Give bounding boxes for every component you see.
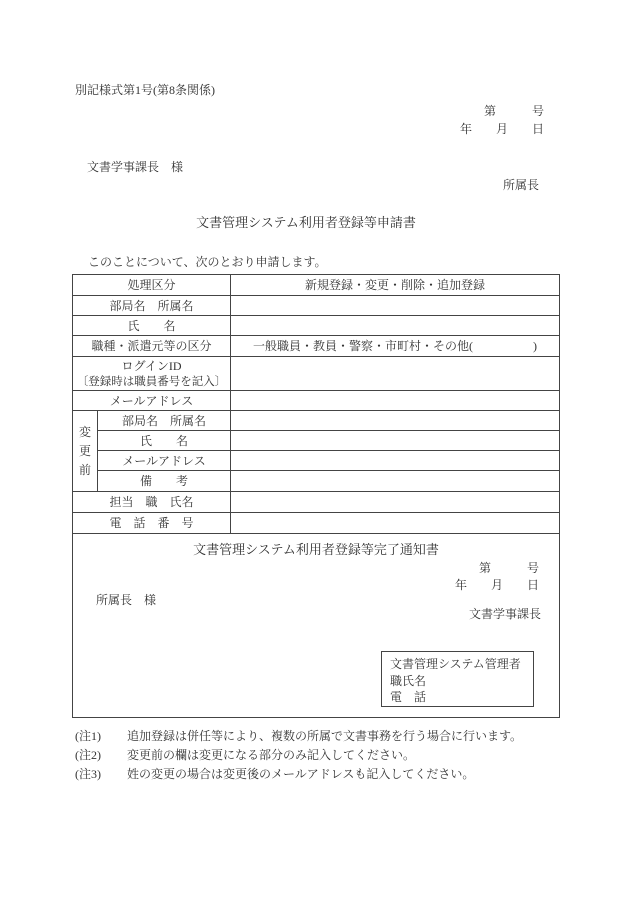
notification-section: [73, 534, 560, 718]
notes-section: [75, 729, 522, 786]
department-value: [231, 296, 560, 316]
email-label: メールアドレス: [73, 391, 231, 411]
before-department-label: 部局名 所属名: [98, 411, 231, 431]
note-label: (注3): [75, 767, 101, 781]
before-name-value: [231, 431, 560, 451]
row-remarks: [73, 471, 560, 492]
document-number-line: 第 号: [483, 104, 544, 118]
notification-sender: 文書学事課長: [469, 607, 542, 621]
phone-number-value: [231, 513, 560, 534]
form-title: 文書管理システム利用者登録等申請書: [196, 215, 416, 230]
job-category-value: 一般職員・教員・警察・市町村・その他( ): [231, 336, 560, 357]
note-text: 姓の変更の場合は変更後のメールアドレスも記入してください。: [127, 767, 475, 781]
note-label: (注1): [75, 729, 101, 743]
row-processing-category: [73, 275, 560, 296]
before-name-label: 氏 名: [98, 431, 231, 451]
processing-category-value: 新規登録・変更・削除・追加登録: [231, 275, 560, 296]
staff-name-label: 担当 職 氏名: [73, 492, 231, 513]
row-before-name: [73, 431, 560, 451]
name-value: [231, 316, 560, 336]
admin-box-phone-line: 電 話: [390, 690, 427, 704]
row-job-category: [73, 336, 560, 357]
row-notification: [73, 534, 560, 718]
login-id-label-main: ログインID: [121, 358, 182, 373]
row-phone-number: [73, 513, 560, 534]
row-email: [73, 391, 560, 411]
notification-date-line: 年 月 日: [455, 578, 540, 592]
before-email-value: [231, 451, 560, 471]
admin-box-name-line: 職氏名: [390, 673, 427, 688]
document-date-line: 年 月 日: [459, 122, 544, 136]
before-department-value: [231, 411, 560, 431]
remarks-value: [231, 471, 560, 492]
phone-number-label: 電 話 番 号: [73, 513, 231, 534]
notification-addressee: 所属長 様: [96, 593, 157, 607]
login-id-label: [73, 357, 231, 391]
before-change-group-label: 変更前: [73, 411, 98, 492]
row-before-email: [73, 451, 560, 471]
admin-box-title: 文書管理システム管理者: [390, 657, 521, 671]
note-label: (注2): [75, 748, 101, 762]
row-login-id: [73, 357, 560, 391]
row-staff-name: [73, 492, 560, 513]
notification-title: 文書管理システム利用者登録等完了通知書: [193, 542, 439, 557]
row-department: [73, 296, 560, 316]
addressee-line: 文書学事課長 様: [87, 160, 184, 174]
intro-text: このことについて、次のとおり申請します。: [88, 255, 327, 269]
row-name: [73, 316, 560, 336]
note-text: 変更前の欄は変更になる部分のみ記入してください。: [127, 748, 416, 762]
staff-name-value: [231, 492, 560, 513]
login-id-value: [231, 357, 560, 391]
processing-category-label: 処理区分: [73, 275, 231, 296]
system-admin-box: [381, 651, 534, 707]
notification-number-line: 第 号: [479, 561, 540, 575]
department-label: 部局名 所属名: [73, 296, 231, 316]
note-item: [75, 729, 522, 743]
row-before-department: [73, 411, 560, 431]
note-text: 追加登録は併任等により、複数の所属で文書事務を行う場合に行います。: [127, 729, 523, 743]
login-id-label-note: 〔登録時は職員番号を記入〕: [76, 375, 227, 388]
email-value: [231, 391, 560, 411]
sender-title: 所属長: [503, 178, 540, 192]
note-item: [75, 767, 522, 781]
job-category-label: 職種・派遣元等の区分: [73, 336, 231, 357]
application-table: [72, 274, 560, 718]
name-label: 氏 名: [73, 316, 231, 336]
remarks-label: 備 考: [98, 471, 231, 492]
before-email-label: メールアドレス: [98, 451, 231, 471]
note-item: [75, 748, 522, 762]
form-reference: 別記様式第1号(第8条関係): [75, 83, 215, 97]
